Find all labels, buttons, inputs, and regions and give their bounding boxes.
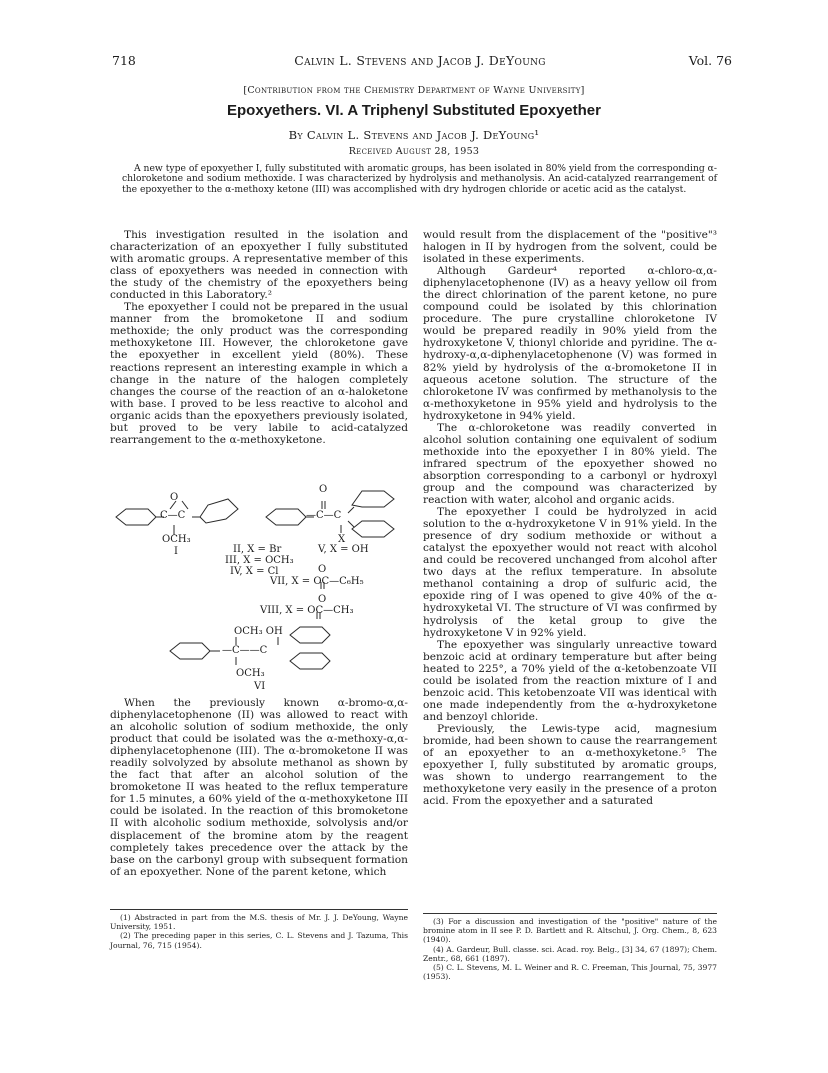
footnote-1: (1) Abstracted in part from the M.S. thesis of Mr. J. J. DeYoung, Wayne University, 1951. [110, 913, 408, 932]
vi-carbons: —C——C [222, 645, 268, 656]
methoxy-I: OCH₃ [162, 534, 191, 545]
x-substituent: X [338, 534, 346, 545]
footnote-4: (4) A. Gardeur, Bull. classe. sci. Acad. roy. Belg., [3] 34, 67 (1897); Chem. Zentr., 68, 661 (1897). [423, 944, 717, 963]
keto-carbons: —C—C [306, 510, 342, 521]
footnote-divider [423, 913, 717, 914]
compound-VII: VII, X = OC—C₆H₅ [270, 576, 364, 587]
benzene-ring-icon [116, 509, 156, 525]
received-date: Received August 28, 1953 [348, 146, 480, 157]
benzene-ring-icon [352, 521, 394, 537]
vi-methoxy: OCH₃ [236, 668, 265, 679]
benzene-ring-icon [266, 509, 306, 525]
label-I: I [174, 546, 178, 557]
paragraph: would result from the displacement of the "positive"³ halogen in II by hydrogen from the solvent, could be isolated in these experiments. [423, 229, 717, 266]
oxygen-VIII: O [318, 594, 327, 605]
paragraph: Although Gardeur⁴ reported α-chloro-α,α-diphenylacetophenone (IV) as a heavy yellow oil from the direct chlorination of the parent ketone, no pure compound could be isolated by this chlorination procedure. The pure crystalline chloroketone IV would be prepared readily in 90% yield from the hydroxyketone V, thionyl chloride and pyridine. The α-hydroxy-α,α-diphenylacetophenone (V) was formed in 82% yield by hydrolysis of the α-bromoketone II in aqueous acetone solution. The structure of the chloroketone IV was confirmed by methanolysis to the α-methoxyketone in 95% yield and hydrolysis to the hydroxyketone in 94% yield. [423, 265, 717, 422]
right-footnotes [423, 917, 717, 981]
paragraph: Previously, the Lewis-type acid, magnesium bromide, had been shown to cause the rearrangement of an epoxyether to an α-methoxyketone.⁵ The epoxyether I, fully substituted by aromatic groups, was shown to undergo rearrangement to the methoxyketone very easily in the presence of a proton acid. From the epoxyether and a saturated [423, 722, 717, 808]
footnote-2: (2) The preceding paper in this series, C. L. Stevens and J. Tazuma, This Journal, 76, 715 (1954). [110, 931, 408, 950]
benzene-ring-icon [352, 491, 394, 507]
compound-VIII: VIII, X = OC—CH₃ [260, 605, 354, 616]
oxygen-VII: O [318, 564, 327, 575]
carbonyl-oxygen: O [319, 484, 328, 495]
paragraph: When the previously known α-bromo-α,α-diphenylacetophenone (II) was allowed to react with an alcoholic solution of sodium methoxide, the only product that could be isolated was the α-methoxy-α,α-diphenylacetophenone (III). The α-bromoketone II was readily solvolyzed by absolute methanol as shown by the fact that after an alcohol solution of the bromoketone II was heated to the reflux temperature for 1.5 minutes, a 60% yield of the α-methoxyketone III could be isolated. In the reaction of this bromoketone II with alcoholic sodium methoxide, solvolysis and/or displacement of the bromine atom by the reagent completely takes precedence over the attack by the base on the carbonyl group with subsequent formation of an epoxyether. None of the parent ketone, which [110, 697, 408, 878]
paragraph: This investigation resulted in the isolation and characterization of an epoxyether I fully substituted with aromatic groups. A representative member of this class of epoxyethers was needed in connection with the study of the chemistry of the epoxyethers being conducted in this Laboratory.² [110, 229, 408, 302]
paragraph: The epoxyether I could be hydrolyzed in acid solution to the α-hydroxyketone V in 91% yield. In the presence of dry sodium methoxide or without a catalyst the epoxyether would not react with alcohol and could be recovered unchanged from alcohol after two days at the reflux temperature. In absolute methanol containing a drop of sulfuric acid, the epoxide ring of I was opened to give 40% of the α-hydroxyketal VI. The structure of VI was confirmed by hydrolysis of the ketal group to give the hydroxyketone V in 92% yield. [423, 506, 717, 639]
left-column-bottom [110, 697, 408, 878]
compound-III: III, X = OCH₃ [225, 555, 294, 566]
footnote-divider [110, 909, 408, 910]
footnote-3: (3) For a discussion and investigation of the "positive" nature of the bromine atom in II see P. D. Bartlett and R. Altschul, J. Org. Chem., 8, 623 (1940). [423, 917, 717, 945]
compound-II: II, X = Br [233, 544, 282, 555]
volume-number: Vol. 76 [688, 53, 732, 68]
benzene-ring-icon [290, 627, 330, 643]
byline: By Calvin L. Stevens and Jacob J. DeYoung¹ [288, 128, 540, 142]
compound-IV: IV, X = Cl [230, 566, 279, 577]
contribution-line: [Contribution from the Chemistry Department of Wayne University] [243, 85, 585, 96]
left-footnotes [110, 913, 408, 950]
running-title: Calvin L. Stevens and Jacob J. DeYoung [294, 53, 546, 68]
epoxide-oxygen: O [170, 492, 179, 503]
left-column-top [110, 229, 408, 446]
compound-V: V, X = OH [318, 544, 369, 555]
benzene-ring-icon [290, 653, 330, 669]
vi-top-groups: OCH₃ OH [234, 626, 283, 637]
footnote-5: (5) C. L. Stevens, M. L. Weiner and R. C. Freeman, This Journal, 75, 3977 (1953). [423, 963, 717, 982]
paragraph: The epoxyether was singularly unreactive toward benzoic acid at ordinary temperature but after being heated to 225°, a 70% yield of the α-ketobenzoate VII could be isolated from the reaction mixture of I and benzoic acid. This ketobenzoate VII was identical with one made independently from the α-hydroxyketone and benzoyl chloride. [423, 638, 717, 723]
benzene-ring-icon [200, 499, 238, 523]
right-column [423, 229, 717, 807]
benzene-ring-icon [170, 643, 210, 659]
page-number: 718 [112, 53, 136, 68]
label-VI: VI [254, 681, 266, 692]
article-title: Epoxyethers. VI. A Triphenyl Substituted Epoxyether [227, 102, 601, 119]
abstract: A new type of epoxyether I, fully substituted with aromatic groups, has been isolated in 80% yield from the corresponding α-chloroketone and sodium methoxide. I was characterized by hydrolysis and methanolysis. An acid-catalyzed rearrangement of the epoxyether to the α-methoxy ketone (III) was accomplished with dry hydrogen chloride or acetic acid as the catalyst. [122, 163, 717, 195]
paragraph: The α-chloroketone was readily converted in alcohol solution containing one equivalent of sodium methoxide into the epoxyether I in 80% yield. The infrared spectrum of the epoxyether showed no absorption corresponding to a carbonyl or hydroxyl group and the compound was characterized by reaction with water, alcohol and organic acids. [423, 421, 717, 507]
paragraph: The epoxyether I could not be prepared in the usual manner from the bromoketone II and sodium methoxide; the only product was the corresponding methoxyketone III. However, the chloroketone gave the epoxyether in excellent yield (80%). These reactions represent an interesting example in which a change in the nature of the halogen completely changes the course of the reaction of an α-haloketone with base. I proved to be less reactive to alcohol and organic acids than the epoxyethers previously isolated, but proved to be very labile to acid-catalyzed rearrangement to the α-methoxyketone. [110, 301, 408, 446]
epoxide-carbons: C—C [160, 510, 186, 521]
